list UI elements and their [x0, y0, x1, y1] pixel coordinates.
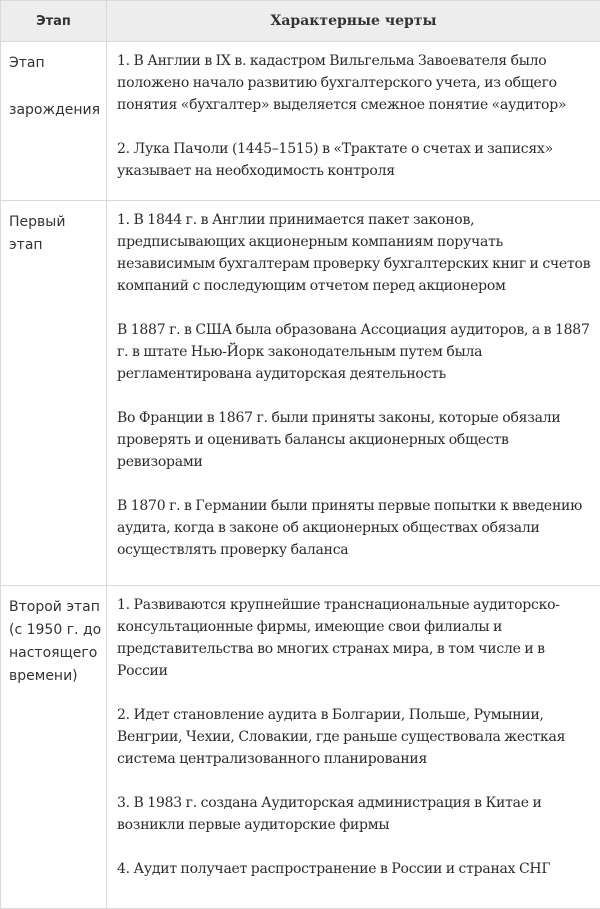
features-cell	[107, 42, 600, 201]
stage-cell	[1, 201, 107, 586]
header-stage: Этап	[1, 1, 107, 42]
feature-paragraph: 2. Идет становление аудита в Болгарии, Польше, Румынии, Венгрии, Чехии, Словакии, где раньше существовала жесткая система централизованного планирования	[117, 704, 596, 770]
feature-paragraph: 1. Развиваются крупнейшие транснациональные аудиторско-консультационные фирмы, имеющие свои филиалы и представительства во многих странах мира, в том числе и в России	[117, 594, 596, 682]
stage-label: Первый этап	[9, 211, 102, 257]
feature-paragraph: 1. В 1844 г. в Англии принимается пакет законов, предписывающих акционерным компаниям поручать независимым бухгалтерам проверку бухгалтерских книг и счетов компаний с последующим отчетом перед акционером	[117, 209, 596, 297]
stage-label: зарождения	[9, 99, 102, 122]
feature-paragraph: 3. В 1983 г. создана Аудиторская администрация в Китае и возникли первые аудиторские фирмы	[117, 792, 596, 836]
feature-paragraph: В 1870 г. в Германии были приняты первые попытки к введению аудита, когда в законе об акционерных обществах обязали осуществлять проверку баланса	[117, 495, 596, 561]
table-row	[1, 42, 600, 201]
table-row	[1, 201, 600, 586]
features-cell	[107, 201, 600, 586]
feature-paragraph: В 1887 г. в США была образована Ассоциация аудиторов, а в 1887 г. в штате Нью-Йорк законодательным путем была регламентирована аудиторская деятельность	[117, 319, 596, 385]
header-features: Характерные черты	[107, 1, 600, 42]
table-body	[1, 42, 600, 909]
stage-cell	[1, 586, 107, 909]
header-row	[1, 1, 600, 42]
stage-cell	[1, 42, 107, 201]
features-cell	[107, 586, 600, 909]
feature-paragraph: 1. В Англии в IX в. кадастром Вильгельма Завоевателя было положено начало развитию бухгалтерского учета, из общего понятия «бухгалтер» выделяется смежное понятие «аудитор»	[117, 50, 596, 116]
feature-paragraph: Во Франции в 1867 г. были приняты законы, которые обязали проверять и оценивать балансы акционерных обществ ревизорами	[117, 407, 596, 473]
feature-paragraph: 2. Лука Пачоли (1445–1515) в «Трактате о счетах и записях» указывает на необходимость контроля	[117, 138, 596, 182]
stage-label: Этап	[9, 52, 102, 75]
table-row	[1, 586, 600, 909]
stage-label: Второй этап (с 1950 г. до настоящего времени)	[9, 596, 102, 688]
feature-paragraph: 4. Аудит получает распространение в России и странах СНГ	[117, 858, 596, 880]
table-header	[1, 1, 600, 42]
